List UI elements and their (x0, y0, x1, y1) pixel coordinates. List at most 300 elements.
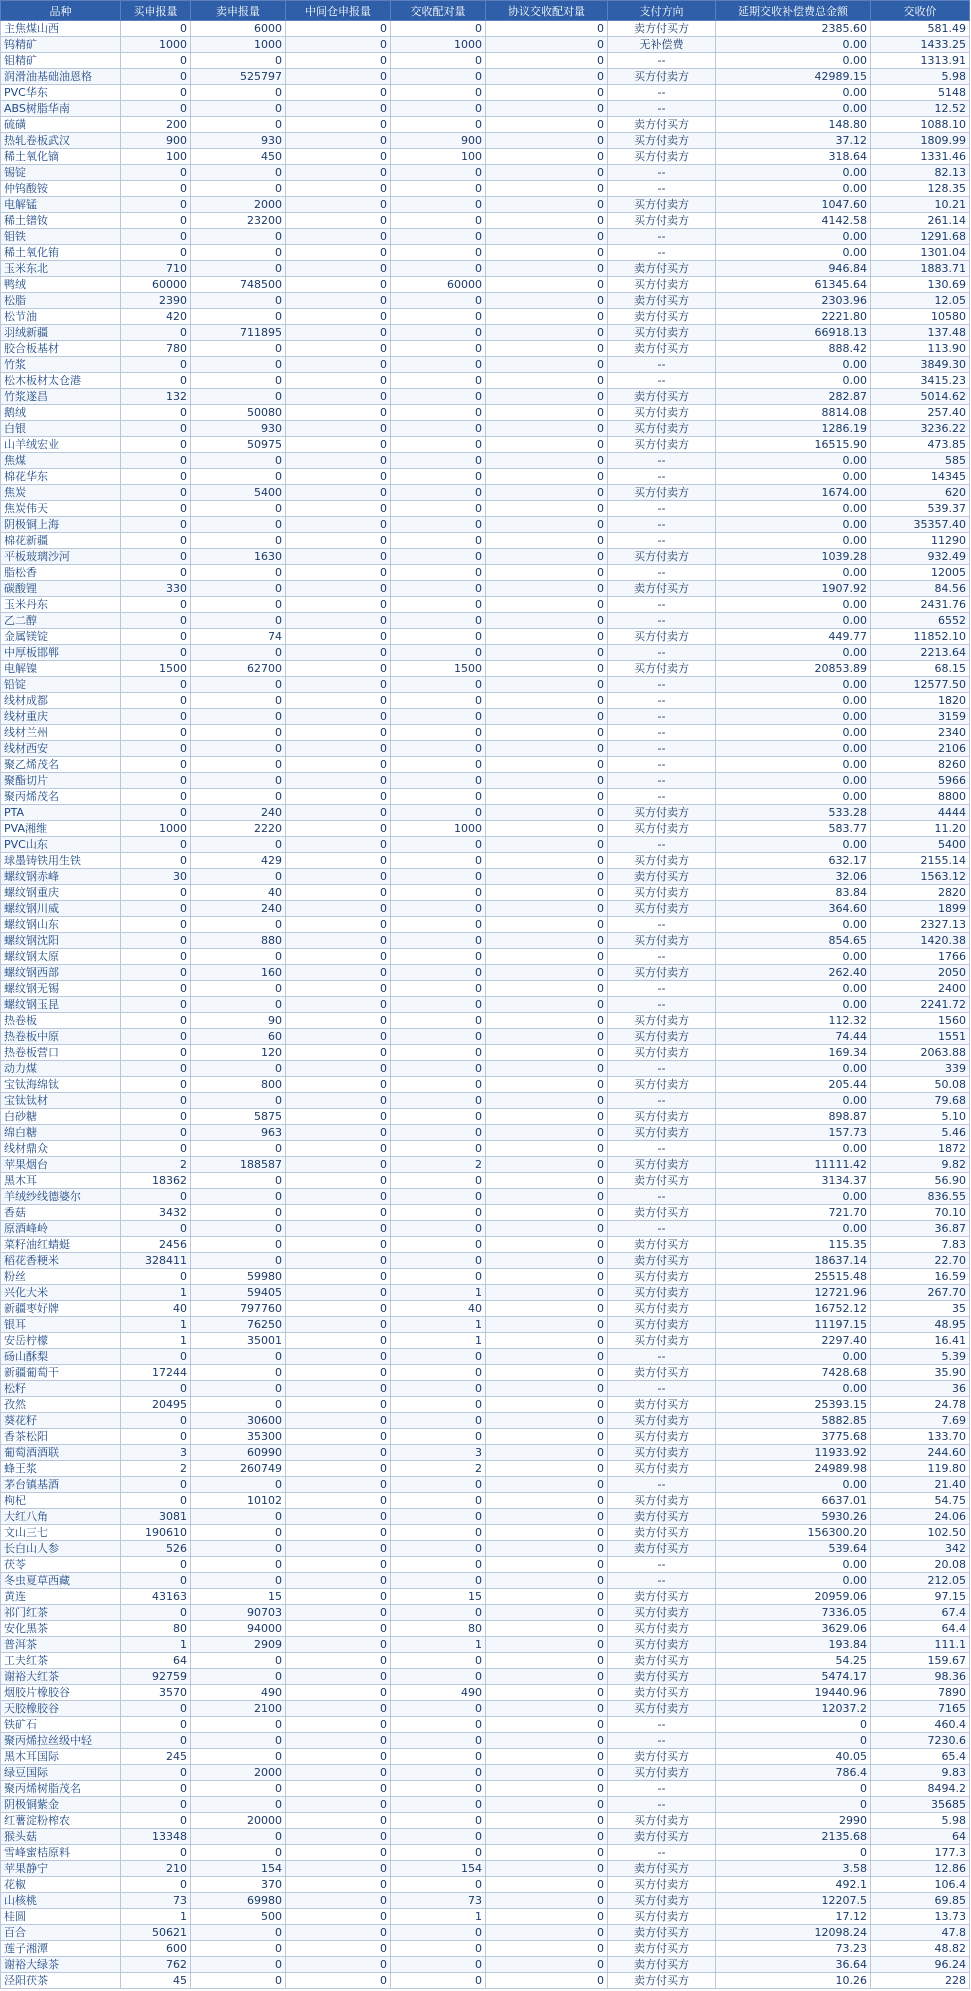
cell-variety: 工夫红茶 (1, 1653, 121, 1669)
cell-compensation-total: 282.87 (716, 389, 871, 405)
cell-variety: 长白山人参 (1, 1541, 121, 1557)
cell-sell-qty: 154 (191, 1861, 286, 1877)
cell-matched-qty: 1 (391, 1909, 486, 1925)
cell-mid-qty: 0 (286, 1861, 391, 1877)
table-row (1, 1973, 970, 1989)
cell-variety: 山核桃 (1, 1893, 121, 1909)
cell-payment-direction: 买方付卖方 (608, 549, 716, 565)
cell-matched-qty: 0 (391, 213, 486, 229)
cell-mid-qty: 0 (286, 1589, 391, 1605)
cell-agreement-qty: 0 (486, 1301, 608, 1317)
cell-mid-qty: 0 (286, 1781, 391, 1797)
cell-payment-direction: -- (608, 373, 716, 389)
cell-buy-qty: 0 (121, 1413, 191, 1429)
cell-mid-qty: 0 (286, 453, 391, 469)
cell-compensation-total: 539.64 (716, 1541, 871, 1557)
cell-buy-qty: 0 (121, 1221, 191, 1237)
cell-payment-direction: 买方付卖方 (608, 421, 716, 437)
cell-payment-direction: 卖方付买方 (608, 309, 716, 325)
cell-delivery-price: 7.83 (871, 1237, 970, 1253)
cell-agreement-qty: 0 (486, 1973, 608, 1989)
cell-matched-qty: 0 (391, 101, 486, 117)
table-row (1, 1141, 970, 1157)
cell-compensation-total: 2990 (716, 1813, 871, 1829)
cell-mid-qty: 0 (286, 341, 391, 357)
cell-variety: 砀山酥梨 (1, 1349, 121, 1365)
cell-compensation-total: 0.00 (716, 165, 871, 181)
cell-buy-qty: 0 (121, 981, 191, 997)
cell-delivery-price: 128.35 (871, 181, 970, 197)
cell-compensation-total: 1039.28 (716, 549, 871, 565)
cell-matched-qty: 0 (391, 773, 486, 789)
cell-sell-qty: 0 (191, 389, 286, 405)
table-row (1, 437, 970, 453)
table-row (1, 1621, 970, 1637)
cell-compensation-total: 7428.68 (716, 1365, 871, 1381)
cell-matched-qty: 0 (391, 53, 486, 69)
cell-compensation-total: 0.00 (716, 85, 871, 101)
cell-delivery-price: 11290 (871, 533, 970, 549)
cell-agreement-qty: 0 (486, 1573, 608, 1589)
cell-compensation-total: 0.00 (716, 53, 871, 69)
cell-sell-qty: 748500 (191, 277, 286, 293)
cell-matched-qty: 0 (391, 853, 486, 869)
cell-delivery-price: 5.10 (871, 1109, 970, 1125)
cell-payment-direction: -- (608, 181, 716, 197)
cell-mid-qty: 0 (286, 1893, 391, 1909)
cell-delivery-price: 22.70 (871, 1253, 970, 1269)
cell-compensation-total: 0.00 (716, 373, 871, 389)
cell-delivery-price: 35.90 (871, 1365, 970, 1381)
cell-delivery-price: 460.4 (871, 1717, 970, 1733)
cell-mid-qty: 0 (286, 533, 391, 549)
cell-payment-direction: -- (608, 981, 716, 997)
cell-buy-qty: 0 (121, 645, 191, 661)
cell-delivery-price: 12577.50 (871, 677, 970, 693)
cell-agreement-qty: 0 (486, 1333, 608, 1349)
table-row (1, 1333, 970, 1349)
cell-mid-qty: 0 (286, 1397, 391, 1413)
cell-delivery-price: 7165 (871, 1701, 970, 1717)
cell-payment-direction: 买方付卖方 (608, 965, 716, 981)
cell-matched-qty: 0 (391, 293, 486, 309)
cell-delivery-price: 1433.25 (871, 37, 970, 53)
cell-agreement-qty: 0 (486, 1941, 608, 1957)
cell-compensation-total: 632.17 (716, 853, 871, 869)
cell-delivery-price: 1551 (871, 1029, 970, 1045)
cell-buy-qty: 0 (121, 725, 191, 741)
cell-compensation-total: 0 (716, 1845, 871, 1861)
cell-mid-qty: 0 (286, 581, 391, 597)
cell-mid-qty: 0 (286, 389, 391, 405)
cell-compensation-total: 0.00 (716, 1093, 871, 1109)
cell-payment-direction: 买方付卖方 (608, 405, 716, 421)
cell-matched-qty: 0 (391, 1925, 486, 1941)
cell-matched-qty: 0 (391, 917, 486, 933)
cell-matched-qty: 0 (391, 1029, 486, 1045)
cell-variety: 平板玻璃沙河 (1, 549, 121, 565)
cell-payment-direction: 买方付卖方 (608, 1701, 716, 1717)
table-row (1, 1829, 970, 1845)
cell-matched-qty: 0 (391, 789, 486, 805)
cell-delivery-price: 35 (871, 1301, 970, 1317)
cell-mid-qty: 0 (286, 1941, 391, 1957)
cell-matched-qty: 0 (391, 261, 486, 277)
cell-mid-qty: 0 (286, 277, 391, 293)
cell-matched-qty: 1 (391, 1317, 486, 1333)
cell-delivery-price: 2327.13 (871, 917, 970, 933)
cell-compensation-total: 5474.17 (716, 1669, 871, 1685)
table-row (1, 229, 970, 245)
cell-mid-qty: 0 (286, 677, 391, 693)
cell-mid-qty: 0 (286, 1157, 391, 1173)
cell-variety: 兴化大米 (1, 1285, 121, 1301)
cell-compensation-total: 115.35 (716, 1237, 871, 1253)
cell-buy-qty: 0 (121, 101, 191, 117)
cell-mid-qty: 0 (286, 197, 391, 213)
cell-delivery-price: 65.4 (871, 1749, 970, 1765)
cell-buy-qty: 0 (121, 325, 191, 341)
cell-payment-direction: 买方付卖方 (608, 1765, 716, 1781)
cell-delivery-price: 54.75 (871, 1493, 970, 1509)
table-row (1, 677, 970, 693)
cell-matched-qty: 0 (391, 85, 486, 101)
cell-agreement-qty: 0 (486, 965, 608, 981)
cell-delivery-price: 177.3 (871, 1845, 970, 1861)
cell-delivery-price: 9.83 (871, 1765, 970, 1781)
cell-variety: 松节油 (1, 309, 121, 325)
cell-buy-qty: 0 (121, 1141, 191, 1157)
cell-variety: 银耳 (1, 1317, 121, 1333)
cell-payment-direction: 买方付卖方 (608, 1877, 716, 1893)
table-row (1, 1189, 970, 1205)
cell-matched-qty: 154 (391, 1861, 486, 1877)
cell-mid-qty: 0 (286, 245, 391, 261)
cell-variety: 中厚板邯郸 (1, 645, 121, 661)
table-row (1, 453, 970, 469)
cell-mid-qty: 0 (286, 1109, 391, 1125)
cell-agreement-qty: 0 (486, 1829, 608, 1845)
header-mid-qty: 中间仓申报量 (286, 1, 391, 21)
cell-mid-qty: 0 (286, 1829, 391, 1845)
cell-variety: 动力煤 (1, 1061, 121, 1077)
cell-buy-qty: 43163 (121, 1589, 191, 1605)
cell-delivery-price: 14345 (871, 469, 970, 485)
cell-payment-direction: -- (608, 645, 716, 661)
cell-mid-qty: 0 (286, 485, 391, 501)
cell-variety: 香菇 (1, 1205, 121, 1221)
cell-variety: 茯苓 (1, 1557, 121, 1573)
cell-buy-qty: 17244 (121, 1365, 191, 1381)
cell-payment-direction: -- (608, 565, 716, 581)
cell-sell-qty: 930 (191, 421, 286, 437)
cell-buy-qty: 3081 (121, 1509, 191, 1525)
table-row (1, 1845, 970, 1861)
cell-payment-direction: -- (608, 725, 716, 741)
table-row (1, 661, 970, 677)
cell-matched-qty: 0 (391, 1653, 486, 1669)
cell-buy-qty: 0 (121, 437, 191, 453)
cell-delivery-price: 7.69 (871, 1413, 970, 1429)
cell-payment-direction: -- (608, 1381, 716, 1397)
cell-sell-qty: 0 (191, 949, 286, 965)
cell-sell-qty: 0 (191, 1141, 286, 1157)
cell-agreement-qty: 0 (486, 725, 608, 741)
cell-sell-qty: 60990 (191, 1445, 286, 1461)
cell-delivery-price: 1563.12 (871, 869, 970, 885)
cell-buy-qty: 0 (121, 1061, 191, 1077)
cell-buy-qty: 0 (121, 373, 191, 389)
cell-matched-qty: 0 (391, 1173, 486, 1189)
cell-delivery-price: 1883.71 (871, 261, 970, 277)
cell-delivery-price: 5966 (871, 773, 970, 789)
cell-sell-qty: 0 (191, 757, 286, 773)
table-row (1, 101, 970, 117)
cell-variety: 金属镁锭 (1, 629, 121, 645)
cell-mid-qty: 0 (286, 117, 391, 133)
table-row (1, 1781, 970, 1797)
cell-variety: 阴极铜紫金 (1, 1797, 121, 1813)
cell-delivery-price: 585 (871, 453, 970, 469)
cell-mid-qty: 0 (286, 821, 391, 837)
table-row (1, 1589, 970, 1605)
cell-matched-qty: 0 (391, 1093, 486, 1109)
cell-variety: 猴头菇 (1, 1829, 121, 1845)
cell-agreement-qty: 0 (486, 853, 608, 869)
cell-sell-qty: 0 (191, 1173, 286, 1189)
cell-delivery-price: 836.55 (871, 1189, 970, 1205)
cell-variety: 螺纹钢玉昆 (1, 997, 121, 1013)
cell-agreement-qty: 0 (486, 1717, 608, 1733)
cell-buy-qty: 0 (121, 757, 191, 773)
cell-payment-direction: 买方付卖方 (608, 821, 716, 837)
cell-mid-qty: 0 (286, 1461, 391, 1477)
cell-compensation-total: 0.00 (716, 917, 871, 933)
cell-compensation-total: 721.70 (716, 1205, 871, 1221)
cell-mid-qty: 0 (286, 1189, 391, 1205)
cell-delivery-price: 1301.04 (871, 245, 970, 261)
cell-delivery-price: 24.06 (871, 1509, 970, 1525)
table-row (1, 1301, 970, 1317)
cell-payment-direction: -- (608, 917, 716, 933)
cell-sell-qty: 20000 (191, 1813, 286, 1829)
cell-agreement-qty: 0 (486, 1493, 608, 1509)
cell-variety: 茅台镇基酒 (1, 1477, 121, 1493)
cell-mid-qty: 0 (286, 1973, 391, 1989)
table-row (1, 1893, 970, 1909)
cell-payment-direction: 卖方付买方 (608, 293, 716, 309)
cell-delivery-price: 620 (871, 485, 970, 501)
cell-agreement-qty: 0 (486, 1653, 608, 1669)
table-row (1, 165, 970, 181)
cell-buy-qty: 0 (121, 1477, 191, 1493)
cell-delivery-price: 1420.38 (871, 933, 970, 949)
cell-compensation-total: 1674.00 (716, 485, 871, 501)
table-row (1, 1957, 970, 1973)
cell-mid-qty: 0 (286, 1445, 391, 1461)
cell-mid-qty: 0 (286, 1877, 391, 1893)
cell-payment-direction: -- (608, 1141, 716, 1157)
cell-compensation-total: 0.00 (716, 565, 871, 581)
cell-compensation-total: 0.00 (716, 981, 871, 997)
cell-delivery-price: 2340 (871, 725, 970, 741)
cell-compensation-total: 0.00 (716, 677, 871, 693)
cell-mid-qty: 0 (286, 1525, 391, 1541)
cell-sell-qty: 0 (191, 1381, 286, 1397)
cell-mid-qty: 0 (286, 1429, 391, 1445)
cell-agreement-qty: 0 (486, 213, 608, 229)
cell-payment-direction: -- (608, 757, 716, 773)
table-row (1, 357, 970, 373)
cell-matched-qty: 0 (391, 1605, 486, 1621)
cell-agreement-qty: 0 (486, 421, 608, 437)
cell-matched-qty: 2 (391, 1157, 486, 1173)
cell-agreement-qty: 0 (486, 133, 608, 149)
cell-sell-qty: 0 (191, 1541, 286, 1557)
cell-payment-direction: 买方付卖方 (608, 1445, 716, 1461)
cell-matched-qty: 0 (391, 949, 486, 965)
table-row (1, 133, 970, 149)
cell-compensation-total: 0.00 (716, 469, 871, 485)
cell-matched-qty: 0 (391, 1061, 486, 1077)
cell-matched-qty: 0 (391, 869, 486, 885)
cell-delivery-price: 84.56 (871, 581, 970, 597)
cell-buy-qty: 0 (121, 1381, 191, 1397)
cell-buy-qty: 0 (121, 229, 191, 245)
table-body (1, 21, 970, 1989)
cell-matched-qty: 0 (391, 517, 486, 533)
cell-mid-qty: 0 (286, 869, 391, 885)
cell-payment-direction: 卖方付买方 (608, 1653, 716, 1669)
cell-sell-qty: 240 (191, 805, 286, 821)
cell-compensation-total: 1047.60 (716, 197, 871, 213)
cell-sell-qty: 0 (191, 293, 286, 309)
cell-sell-qty: 711895 (191, 325, 286, 341)
table-row (1, 645, 970, 661)
cell-delivery-price: 159.67 (871, 1653, 970, 1669)
cell-matched-qty: 73 (391, 1893, 486, 1909)
cell-compensation-total: 7336.05 (716, 1605, 871, 1621)
table-row (1, 1525, 970, 1541)
table-row (1, 1285, 970, 1301)
table-row (1, 21, 970, 37)
cell-payment-direction: -- (608, 85, 716, 101)
cell-delivery-price: 1809.99 (871, 133, 970, 149)
cell-payment-direction: 卖方付买方 (608, 1749, 716, 1765)
table-row (1, 981, 970, 997)
cell-variety: 泾阳茯茶 (1, 1973, 121, 1989)
cell-agreement-qty: 0 (486, 181, 608, 197)
cell-buy-qty: 0 (121, 1717, 191, 1733)
cell-variety: 钨精矿 (1, 37, 121, 53)
table-row (1, 1637, 970, 1653)
cell-buy-qty: 18362 (121, 1173, 191, 1189)
cell-matched-qty: 0 (391, 1797, 486, 1813)
table-row (1, 1269, 970, 1285)
cell-sell-qty: 0 (191, 1525, 286, 1541)
cell-mid-qty: 0 (286, 565, 391, 581)
cell-compensation-total: 0.00 (716, 949, 871, 965)
cell-buy-qty: 2390 (121, 293, 191, 309)
cell-mid-qty: 0 (286, 1797, 391, 1813)
cell-sell-qty: 0 (191, 1557, 286, 1573)
cell-matched-qty: 0 (391, 453, 486, 469)
table-row (1, 517, 970, 533)
cell-buy-qty: 1 (121, 1637, 191, 1653)
cell-delivery-price: 48.95 (871, 1317, 970, 1333)
cell-payment-direction: 卖方付买方 (608, 389, 716, 405)
cell-buy-qty: 0 (121, 1029, 191, 1045)
cell-agreement-qty: 0 (486, 709, 608, 725)
cell-sell-qty: 5875 (191, 1109, 286, 1125)
table-row (1, 869, 970, 885)
cell-variety: 玉米东北 (1, 261, 121, 277)
header-agreement-qty: 协议交收配对量 (486, 1, 608, 21)
cell-mid-qty: 0 (286, 1093, 391, 1109)
cell-delivery-price: 228 (871, 1973, 970, 1989)
cell-compensation-total: 61345.64 (716, 277, 871, 293)
cell-variety: 锡锭 (1, 165, 121, 181)
cell-payment-direction: -- (608, 1717, 716, 1733)
cell-mid-qty: 0 (286, 1141, 391, 1157)
cell-sell-qty: 0 (191, 1925, 286, 1941)
cell-buy-qty: 0 (121, 501, 191, 517)
cell-agreement-qty: 0 (486, 1845, 608, 1861)
cell-compensation-total: 2385.60 (716, 21, 871, 37)
table-row (1, 581, 970, 597)
cell-sell-qty: 0 (191, 357, 286, 373)
cell-agreement-qty: 0 (486, 789, 608, 805)
cell-delivery-price: 64 (871, 1829, 970, 1845)
cell-mid-qty: 0 (286, 1381, 391, 1397)
cell-agreement-qty: 0 (486, 869, 608, 885)
cell-sell-qty: 0 (191, 725, 286, 741)
cell-buy-qty: 1000 (121, 37, 191, 53)
cell-compensation-total: 0.00 (716, 245, 871, 261)
cell-mid-qty: 0 (286, 805, 391, 821)
cell-delivery-price: 68.15 (871, 661, 970, 677)
cell-mid-qty: 0 (286, 469, 391, 485)
cell-buy-qty: 0 (121, 549, 191, 565)
cell-matched-qty: 3 (391, 1445, 486, 1461)
cell-matched-qty: 0 (391, 725, 486, 741)
cell-sell-qty: 0 (191, 1397, 286, 1413)
table-row (1, 709, 970, 725)
cell-mid-qty: 0 (286, 437, 391, 453)
cell-variety: 普洱茶 (1, 1637, 121, 1653)
cell-variety: 百合 (1, 1925, 121, 1941)
cell-agreement-qty: 0 (486, 1093, 608, 1109)
cell-delivery-price: 2155.14 (871, 853, 970, 869)
cell-variety: 烟胶片橡胶谷 (1, 1685, 121, 1701)
table-row (1, 1381, 970, 1397)
cell-matched-qty: 0 (391, 197, 486, 213)
cell-mid-qty: 0 (286, 613, 391, 629)
cell-delivery-price: 11.20 (871, 821, 970, 837)
table-row (1, 1077, 970, 1093)
cell-variety: PVC山东 (1, 837, 121, 853)
cell-mid-qty: 0 (286, 229, 391, 245)
table-row (1, 405, 970, 421)
cell-sell-qty: 0 (191, 1237, 286, 1253)
cell-buy-qty: 0 (121, 1813, 191, 1829)
cell-compensation-total: 0.00 (716, 837, 871, 853)
cell-agreement-qty: 0 (486, 1605, 608, 1621)
cell-matched-qty: 40 (391, 1301, 486, 1317)
cell-agreement-qty: 0 (486, 389, 608, 405)
cell-compensation-total: 0.00 (716, 357, 871, 373)
cell-buy-qty: 50621 (121, 1925, 191, 1941)
